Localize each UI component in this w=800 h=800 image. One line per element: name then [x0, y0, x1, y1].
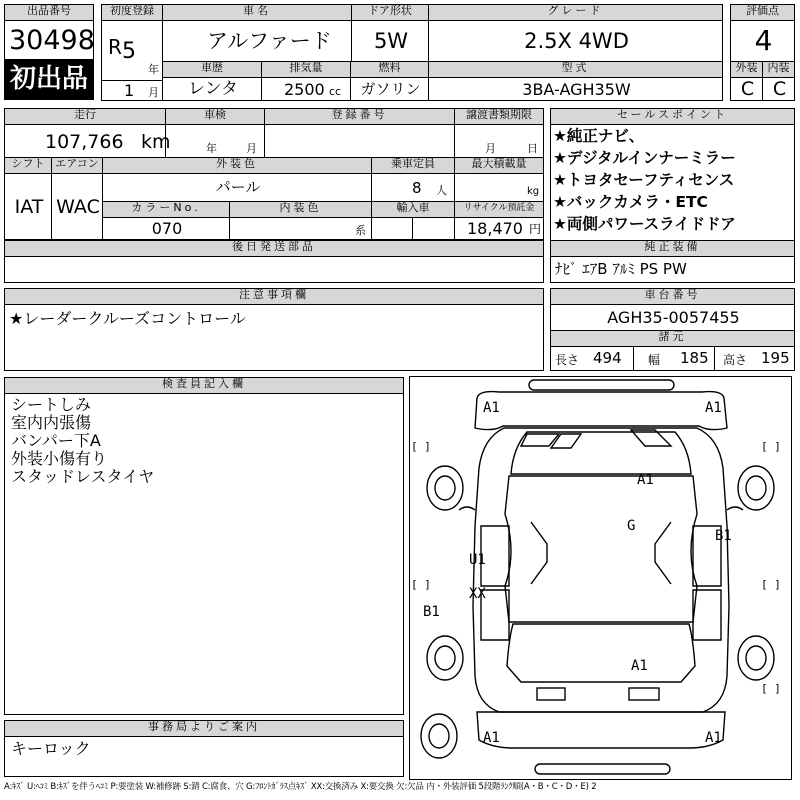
- grade: 2.5X 4WD: [524, 29, 629, 53]
- max-load-label: 最大積載量: [454, 157, 544, 174]
- exterior-color-cell: [102, 173, 372, 202]
- first-reg-month-cell: [101, 80, 163, 101]
- mark-left-front-door: U1: [469, 552, 486, 568]
- door-type: 5W: [373, 29, 409, 53]
- wheel-rear-right-inner: [746, 646, 766, 670]
- shift-label: シフト: [4, 157, 52, 174]
- bracket-rear-right-lower: [ ]: [761, 682, 781, 695]
- length: 494: [593, 349, 622, 367]
- max-load-cell: [454, 173, 544, 202]
- capacity: 8: [412, 179, 422, 197]
- capacity-cell: [371, 173, 455, 202]
- notes-text: ★レーダークルーズコントロール: [9, 309, 246, 328]
- mileage-unit: km: [141, 131, 171, 153]
- color-no-label: カラーNo.: [102, 201, 230, 218]
- history-label: 車歴: [162, 61, 262, 78]
- transfer-cell: [454, 124, 544, 158]
- month-unit: 月: [148, 86, 159, 99]
- bracket-front-left: [ ]: [411, 440, 431, 453]
- spec-width-cell: [633, 346, 715, 371]
- office-text: キーロック: [11, 739, 91, 758]
- shift: IAT: [14, 196, 44, 218]
- factory-equipment: ﾅﾋﾞ ｴｱB ｱﾙﾐ PS PW: [555, 260, 687, 278]
- height: 195: [761, 349, 790, 367]
- mileage: 107,766: [45, 131, 124, 153]
- inspector-cell: [4, 393, 404, 715]
- bracket-rear-left: [ ]: [411, 578, 431, 591]
- shift-cell: [4, 173, 52, 240]
- roof-outline: [505, 476, 697, 622]
- fuel-label: 燃料: [350, 61, 429, 78]
- ext-grade-cell: [730, 77, 763, 101]
- grade-cell: [428, 20, 723, 62]
- bracket-rear-right: [ ]: [761, 578, 781, 591]
- mirror-left: [459, 507, 475, 510]
- door-label: ドア形状: [351, 4, 429, 21]
- displacement-unit: cc: [329, 85, 342, 98]
- transfer-label: 譲渡書類期限: [454, 108, 544, 125]
- color-no-cell: [102, 217, 230, 240]
- damage-diagram: [409, 376, 792, 780]
- spec-height-cell: [714, 346, 795, 371]
- displacement: 2500: [284, 80, 325, 99]
- mark-left-rear-door: XX: [469, 586, 486, 602]
- int-grade-cell: [762, 77, 795, 101]
- chassis-number: AGH35-0057455: [607, 308, 740, 327]
- plate-label: 登録番号: [264, 108, 455, 125]
- legend: A:ｷｽﾞ U:ﾍｺﾐ B:ｷｽﾞを伴うﾍｺﾐ P:要塗装 W:補修跡 S:錆 C:腐食、穴 G:ﾌﾛﾝﾄｶﾞﾗｽ点ｷｽﾞ XX:交換済み X:要交換 欠:欠品 内・外装評価 5段階ﾗﾝｸ順(A・B・C・D・E) 2: [4, 782, 597, 792]
- right-rear-door-outline: [693, 590, 721, 640]
- interior-color-cell: [229, 217, 372, 240]
- car-name-label: 車名: [162, 4, 352, 21]
- wheel-front-right: [738, 466, 774, 510]
- rear-lamp-left: [537, 688, 565, 700]
- first-reg-cell: [101, 20, 163, 81]
- ac: WAC: [56, 196, 100, 218]
- spec-label: 諸元: [550, 330, 795, 347]
- capacity-label: 乗車定員: [371, 157, 455, 174]
- office-cell: [4, 736, 404, 777]
- mark-roof: G: [627, 518, 636, 534]
- factory-equipment-label: 純正装備: [550, 240, 795, 257]
- pillar-right: [655, 522, 671, 584]
- fuel: ガソリン: [360, 80, 421, 98]
- car-name: アルファード: [207, 29, 332, 53]
- first-listing-badge: [4, 60, 94, 100]
- recycle-cell: [454, 217, 544, 240]
- year-unit: 年: [148, 63, 159, 76]
- ac-cell: [51, 173, 103, 240]
- wheel-rear-right: [738, 636, 774, 680]
- sales-point: ★両側パワースライドドア: [553, 215, 736, 233]
- history-cell: [162, 77, 262, 101]
- rear-window-outline: [507, 624, 695, 682]
- wheel-rear-left-inner: [435, 646, 455, 670]
- car-outline: [459, 380, 743, 774]
- lot-number: 30498: [9, 25, 95, 56]
- sales-points-label: セールスポイント: [550, 108, 795, 125]
- first-reg-label: 初度登録: [101, 4, 163, 21]
- lot-number-label: 出品番号: [4, 4, 94, 21]
- model: 3BA-AGH35W: [522, 80, 631, 99]
- mark-hood: A1: [637, 472, 654, 488]
- grade-label: グレード: [428, 4, 723, 21]
- first-listing-text: 初出品: [9, 64, 88, 94]
- mark-right-front-door: B1: [715, 528, 732, 544]
- recycle-amount: 18,470: [467, 219, 523, 238]
- mileage-label: 走行: [4, 108, 166, 125]
- ext-grade: C: [740, 78, 755, 100]
- max-load-unit: kg: [527, 186, 540, 197]
- car-name-cell: [162, 20, 352, 62]
- ac-label: エアコン: [51, 157, 103, 174]
- capacity-unit: 人: [436, 184, 447, 197]
- notes-cell: [4, 304, 544, 371]
- wheel-rear-left: [427, 636, 463, 680]
- displacement-cell: [261, 77, 351, 101]
- history: レンタ: [188, 79, 238, 99]
- int-grade-label: 内装: [762, 61, 795, 78]
- sales-points-cell: [550, 124, 795, 241]
- sales-point: ★デジタルインナーミラー: [553, 149, 736, 167]
- inspector-text: シートしみ 室内内張傷 バンパー下A 外装小傷有り スタッドレスタイヤ: [11, 395, 155, 486]
- notes-label: 注意事項欄: [4, 288, 544, 305]
- rear-bumper-outline: [477, 712, 725, 748]
- recycle-label: リサイクル預託金: [454, 201, 544, 218]
- inspection-year-unit: 年: [206, 142, 217, 155]
- pillar-left: [531, 522, 547, 584]
- mark-left-rear-quarter: B1: [423, 604, 440, 620]
- chassis-cell: [550, 304, 795, 331]
- import-cell-2: [412, 217, 455, 240]
- mark-rear-left: A1: [483, 730, 500, 746]
- score-label: 評価点: [730, 4, 795, 21]
- rear-lamp-right: [629, 688, 659, 700]
- wiper-mid: [551, 434, 581, 448]
- mirror-right: [727, 507, 743, 510]
- interior-color-label: 内装色: [229, 201, 372, 218]
- era-year: 5: [122, 39, 136, 64]
- bracket-front-right: [ ]: [761, 440, 781, 453]
- int-grade: C: [772, 78, 787, 100]
- mileage-cell: [4, 124, 171, 158]
- spec-length-cell: [550, 346, 634, 371]
- transfer-month-unit: 月: [485, 142, 496, 155]
- chassis-label: 車台番号: [550, 288, 795, 305]
- score-cell: [730, 20, 795, 62]
- width-label: 幅: [648, 353, 661, 367]
- import-cell: [371, 217, 413, 240]
- spare-wheel: [421, 714, 457, 758]
- inspection-cell: [165, 124, 265, 158]
- era-letter: R: [108, 35, 122, 59]
- import-label: 輸入車: [371, 201, 455, 218]
- mark-rear-right: A1: [705, 730, 722, 746]
- length-label: 長さ: [555, 353, 580, 367]
- plate-cell: [264, 124, 455, 158]
- reg-month: 1: [124, 81, 135, 100]
- exterior-color-label: 外装色: [102, 157, 372, 174]
- later-parts-label: 後日発送部品: [4, 240, 544, 257]
- sales-point: ★純正ナビ、: [553, 127, 645, 145]
- score: 4: [754, 24, 773, 57]
- door-cell: [351, 20, 429, 62]
- exterior-color: パール: [215, 178, 261, 196]
- sales-point: ★バックカメラ・ETC: [553, 193, 708, 211]
- sales-point: ★トヨタセーフティセンス: [553, 171, 735, 189]
- office-label: 事務局よりご案内: [4, 720, 404, 737]
- color-no: 070: [151, 219, 183, 238]
- fuel-cell: [350, 77, 429, 101]
- width: 185: [680, 349, 709, 367]
- model-cell: [428, 77, 723, 101]
- spare-wheel-inner: [429, 724, 449, 748]
- inspector-label: 検査員記入欄: [4, 377, 404, 394]
- mark-front-right: A1: [705, 400, 722, 416]
- inspection-label: 車検: [165, 108, 265, 125]
- later-parts-cell: [4, 256, 544, 283]
- front-bumper-outline: [529, 380, 674, 390]
- mark-rear-window: A1: [631, 658, 648, 674]
- wheel-front-left-inner: [435, 476, 455, 500]
- lot-number-cell: [4, 20, 94, 60]
- wheel-front-right-inner: [746, 476, 766, 500]
- displacement-label: 排気量: [261, 61, 351, 78]
- model-label: 型式: [428, 61, 723, 78]
- factory-equipment-cell: [550, 256, 795, 283]
- transfer-day-unit: 日: [527, 142, 538, 155]
- front-outline: [475, 392, 727, 430]
- height-label: 高さ: [723, 353, 748, 367]
- recycle-unit: 円: [529, 222, 542, 236]
- rear-step-outline: [535, 764, 670, 774]
- interior-color-unit: 系: [355, 224, 366, 237]
- inspection-month-unit: 月: [246, 142, 257, 155]
- wheel-front-left: [427, 466, 463, 510]
- ext-grade-label: 外装: [730, 61, 763, 78]
- mark-front-left: A1: [483, 400, 500, 416]
